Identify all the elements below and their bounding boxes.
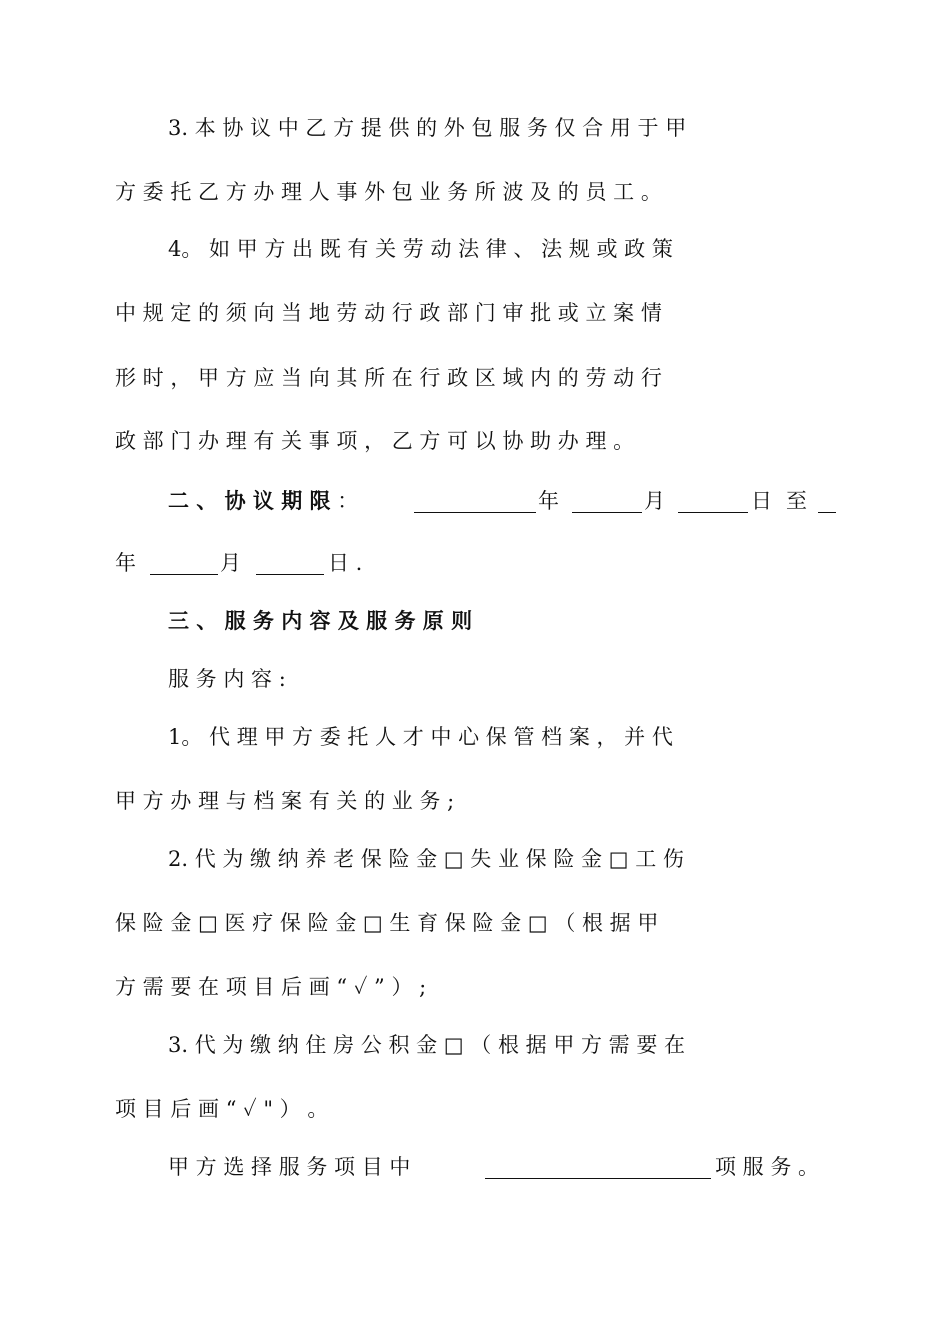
term-colon: ： (337, 489, 359, 513)
end-month-blank[interactable] (150, 554, 218, 575)
service-1-line-1: 1。 代 理 甲 方 委 托 人 才 中 心 保 管 档 案 ， 并 代 (168, 725, 673, 749)
end-year-label: 年 (115, 551, 136, 575)
start-year-blank[interactable] (414, 492, 536, 513)
service-content-label: 服 务 内 容 : (168, 667, 286, 691)
end-year-blank[interactable] (818, 492, 836, 513)
selection-count-blank[interactable] (485, 1158, 711, 1179)
service-3-line-2: 项 目 后 画 “ ✓ " ） 。 (115, 1097, 329, 1121)
end-day-blank[interactable] (256, 554, 324, 575)
start-month-label: 月 (644, 489, 665, 513)
clause-3-line-1: 3. 本 协 议 中 乙 方 提 供 的 外 包 服 务 仅 合 用 于 甲 (168, 116, 687, 140)
clause-4-line-3: 形 时 ， 甲 方 应 当 向 其 所 在 行 政 区 域 内 的 劳 动 行 (115, 366, 662, 390)
start-month-blank[interactable] (572, 492, 642, 513)
start-day-label: 日 (751, 489, 772, 513)
service-2-line-1: 2. 代 为 缴 纳 养 老 保 险 金 □ 失 业 保 险 金 □ 工 伤 (168, 847, 684, 871)
agreement-term-line (168, 487, 358, 515)
clause-3-line-2: 方 委 托 乙 方 办 理 人 事 外 包 业 务 所 波 及 的 员 工 。 (115, 180, 662, 204)
section-3-heading: 三 、 服 务 内 容 及 服 务 原 则 (168, 608, 473, 633)
service-2-line-3: 方 需 要 在 项 目 后 画 “ ✓ ” ） ; (115, 975, 427, 999)
end-day-label: 日 . (328, 551, 363, 575)
service-1-line-2: 甲 方 办 理 与 档 案 有 关 的 业 务 ; (115, 789, 455, 813)
service-2-line-2: 保 险 金 □ 医 疗 保 险 金 □ 生 育 保 险 金 □ （ 根 据 甲 (115, 911, 659, 935)
selection-prefix: 甲 方 选 择 服 务 项 目 中 (168, 1155, 411, 1179)
clause-4-line-1: 4。 如 甲 方 出 既 有 关 劳 动 法 律 、 法 规 或 政 策 (168, 237, 673, 261)
end-month-label: 月 (220, 551, 241, 575)
start-year-label: 年 (538, 489, 559, 513)
selection-suffix: 项 服 务 。 (715, 1155, 820, 1179)
clause-4-line-4: 政 部 门 办 理 有 关 事 项 ， 乙 方 可 以 协 助 办 理 。 (115, 429, 635, 453)
service-3-line-1: 3. 代 为 缴 纳 住 房 公 积 金 □ （ 根 据 甲 方 需 要 在 (168, 1033, 686, 1057)
agreement-term-heading: 二 、 协 议 期 限 (168, 488, 331, 513)
term-to-label: 至 (786, 489, 807, 513)
clause-4-line-2: 中 规 定 的 须 向 当 地 劳 动 行 政 部 门 审 批 或 立 案 情 (115, 301, 662, 325)
start-day-blank[interactable] (678, 492, 748, 513)
